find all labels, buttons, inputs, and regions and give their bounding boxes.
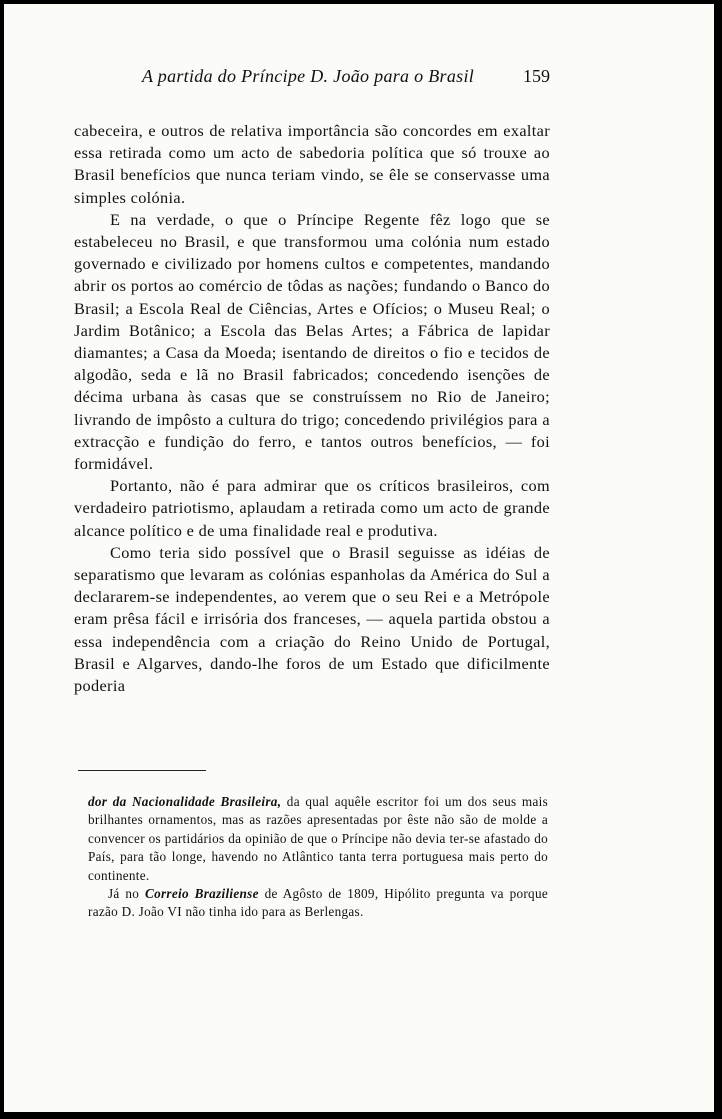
page-number: 159 bbox=[523, 66, 550, 86]
footnote-1 bbox=[88, 793, 548, 885]
footnote-1-text: da qual aquêle escritor foi um dos seus mais brilhantes ornamentos, mas as razões apresentadas por êste não são de molde a convencer os partidários da opinião de que o Príncipe não devia ter-se afastado do País, para tão longe, havendo no Atlântico tanta terra portuguesa mais perto do continente. bbox=[88, 794, 549, 883]
footnotes bbox=[88, 793, 548, 922]
book-page bbox=[4, 4, 714, 1112]
footnote-2-text: de Agôsto de 1809, Hipólito pregunta va porque razão D. João VI não tinha ido para as Berlengas. bbox=[88, 886, 548, 920]
footnote-2-start: Já no bbox=[108, 886, 145, 902]
main-text bbox=[74, 120, 550, 697]
running-title: A partida do Príncipe D. João para o Brasil bbox=[142, 66, 475, 86]
footnote-2 bbox=[88, 885, 548, 922]
paragraph-2: E na verdade, o que o Príncipe Regente fêz logo que se estabeleceu no Brasil, e que transformou uma colónia num estado governado e civilizado por homens cultos e competentes, mandando abrir os portos ao comércio de tôdas as nações; fundando o Banco do Brasil; a Escola Real de Ciências, Artes e Ofícios; o Museu Real; o Jardim Botânico; a Escola das Belas Artes; a Fábrica de lapidar diamantes; a Casa da Moeda; isentando de direitos o fio e tecidos de algodão, seda e lã no Brasil fabricados; concedendo isenções de décima urbana às casas que se construíssem no Rio de Janeiro; livrando de impôsto a cultura do trigo; concedendo privilégios para a extracção e fundição do ferro, e tantos outros benefícios, — foi formidável. bbox=[74, 209, 550, 474]
paragraph-3: Portanto, não é para admirar que os críticos brasileiros, com verdadeiro patriotismo, aplaudam a retirada como um acto de grande alcance político e de uma finalidade real e produtiva. bbox=[74, 476, 550, 540]
page-header bbox=[78, 66, 550, 94]
paragraph-4: Como teria sido possível que o Brasil seguisse as idéias de separatismo que levaram as colónias espanholas da América do Sul a declararem-se independentes, ao verem que o seu Rei e a Metrópole eram prêsa fácil e irrisória dos franceses, — aquela partida obstou a essa independência com a criação do Reino Unido de Portugal, Brasil e Algarves, dando-lhe foros de um Estado que dificilmente poderia bbox=[74, 542, 550, 696]
paragraph-1: cabeceira, e outros de relativa importância são concordes em exaltar essa retirada como um acto de sabedoria política que só trouxe ao Brasil benefícios que nunca teriam vindo, se êle se conservasse uma simples colónia. bbox=[74, 121, 550, 207]
footnote-2-italic: Correio Braziliense bbox=[144, 886, 259, 902]
footnote-divider bbox=[78, 770, 206, 771]
footnote-1-italic: dor da Nacionalidade Brasileira, bbox=[88, 794, 282, 809]
